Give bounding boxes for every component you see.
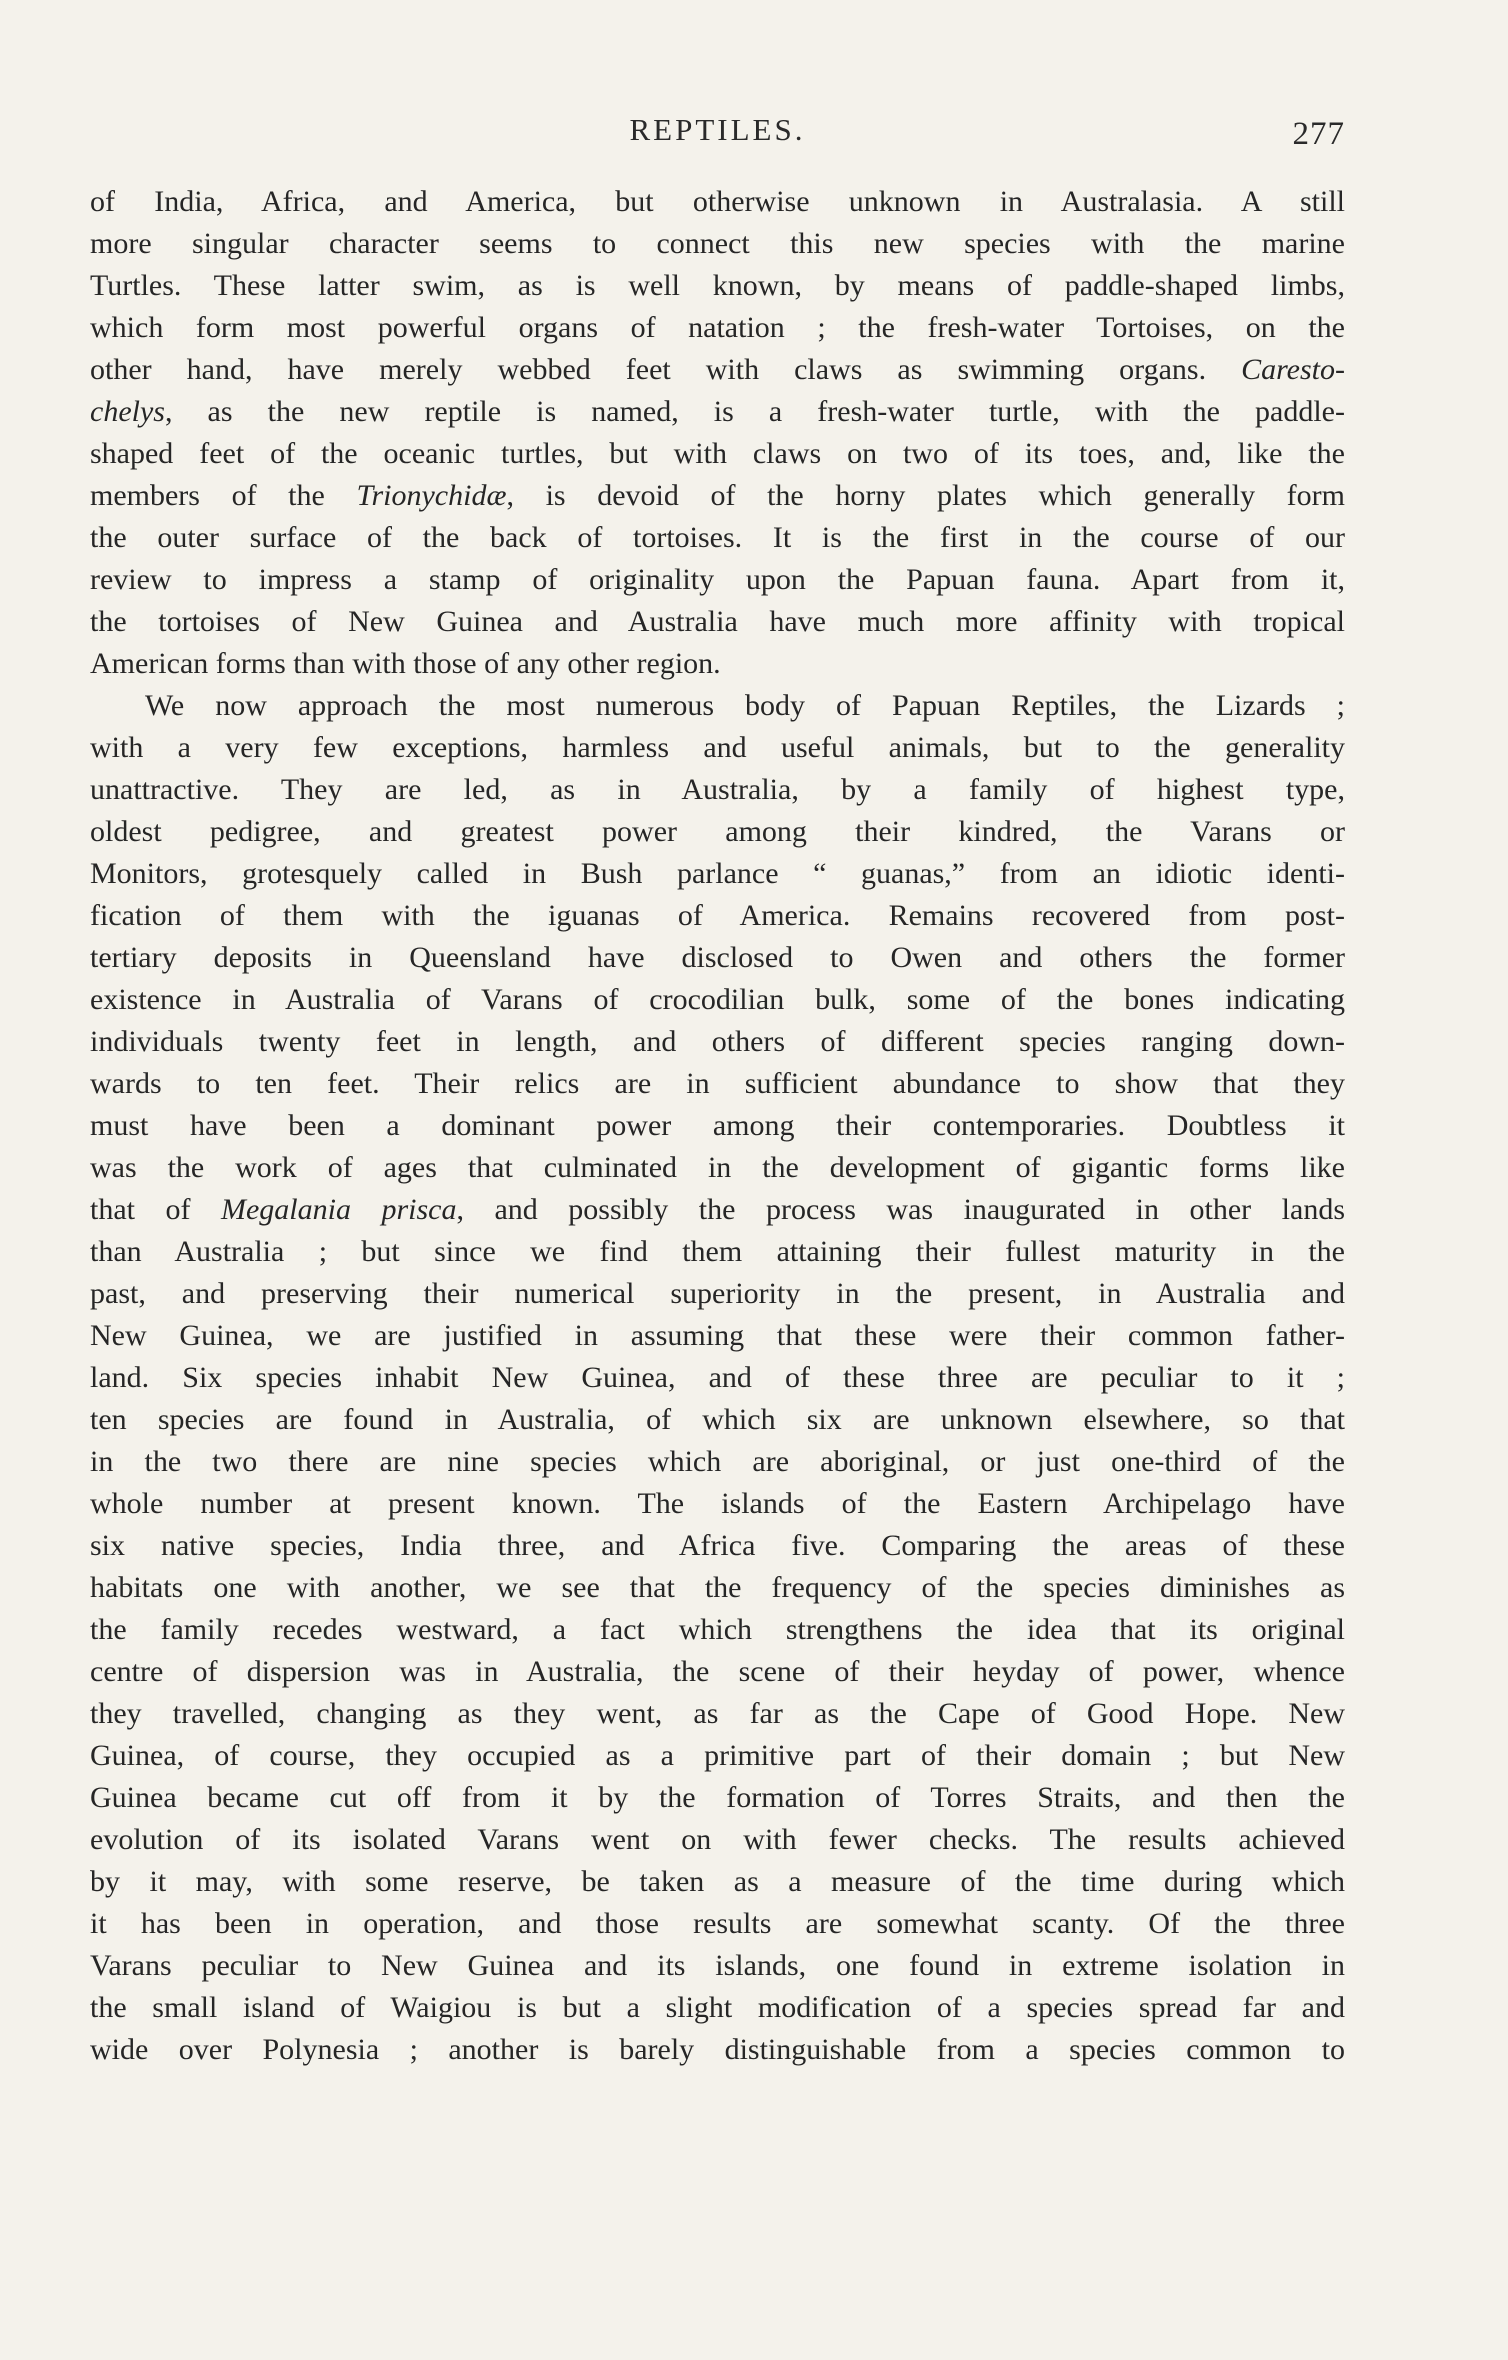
- text-line: [90, 1525, 1345, 1567]
- text-run: past, and preserving their numerical superiority in the present, in Australia and: [90, 1277, 1345, 1310]
- text-run: centre of dispersion was in Australia, the scene of their heyday of power, whence: [90, 1655, 1345, 1688]
- text-run: evolution of its isolated Varans went on with fewer checks. The results achieved: [90, 1823, 1345, 1856]
- text-run: of India, Africa, and America, but otherwise unknown in Australasia. A still: [90, 185, 1345, 218]
- italic-term: Trionychidæ: [356, 479, 507, 512]
- text-run: the family recedes westward, a fact which strengthens the idea that its original: [90, 1613, 1345, 1646]
- text-line: [90, 1945, 1345, 1987]
- text-line: [90, 1147, 1345, 1189]
- text-line: [90, 1315, 1345, 1357]
- page-number: 277: [1292, 116, 1345, 152]
- text-run: shaped feet of the oceanic turtles, but with claws on two of its toes, and, like the: [90, 437, 1345, 470]
- text-line: [90, 1189, 1345, 1231]
- text-line: [90, 517, 1345, 559]
- italic-term: chelys: [90, 395, 165, 428]
- text-line: [90, 1735, 1345, 1777]
- text-run: members of the: [90, 479, 357, 512]
- text-run: land. Six species inhabit New Guinea, and of these three are peculiar to it ;: [90, 1361, 1345, 1394]
- text-line: [90, 1567, 1345, 1609]
- text-run: individuals twenty feet in length, and others of different species ranging down-: [90, 1025, 1345, 1058]
- text-run: whole number at present known. The islands of the Eastern Archipelago have: [90, 1487, 1345, 1520]
- text-run: Varans peculiar to New Guinea and its islands, one found in extreme isolation in: [90, 1949, 1345, 1982]
- text-line: [90, 1861, 1345, 1903]
- text-line: [90, 895, 1345, 937]
- text-run: more singular character seems to connect this new species with the marine: [90, 227, 1345, 260]
- text-line: [90, 643, 1345, 685]
- text-run: fication of them with the iguanas of America. Remains recovered from post-: [90, 899, 1345, 932]
- text-run: the small island of Waigiou is but a slight modification of a species spread far and: [90, 1991, 1345, 2024]
- text-run: , is devoid of the horny plates which generally form: [506, 479, 1345, 512]
- text-run: Turtles. These latter swim, as is well known, by means of paddle-shaped limbs,: [90, 269, 1345, 302]
- text-run: six native species, India three, and Africa five. Comparing the areas of these: [90, 1529, 1345, 1562]
- text-line: [90, 937, 1345, 979]
- text-run: We now approach the most numerous body of Papuan Reptiles, the Lizards ;: [145, 689, 1345, 722]
- text-run: Guinea, of course, they occupied as a primitive part of their domain ; but New: [90, 1739, 1345, 1772]
- text-line: [90, 1777, 1345, 1819]
- text-line: [90, 1063, 1345, 1105]
- text-run: they travelled, changing as they went, as far as the Cape of Good Hope. New: [90, 1697, 1345, 1730]
- text-line: [90, 1609, 1345, 1651]
- text-line: [90, 1231, 1345, 1273]
- text-line: [90, 1483, 1345, 1525]
- text-run: oldest pedigree, and greatest power among their kindred, the Varans or: [90, 815, 1345, 848]
- text-line: [90, 1441, 1345, 1483]
- text-run: with a very few exceptions, harmless and useful animals, but to the generality: [90, 731, 1345, 764]
- text-run: in the two there are nine species which are aboriginal, or just one-third of the: [90, 1445, 1345, 1478]
- text-line: [90, 181, 1345, 223]
- text-run: existence in Australia of Varans of crocodilian bulk, some of the bones indicating: [90, 983, 1345, 1016]
- body-text: [90, 181, 1345, 2071]
- text-line: [90, 1651, 1345, 1693]
- text-run: Monitors, grotesquely called in Bush parlance “ guanas,” from an idiotic identi-: [90, 857, 1345, 890]
- text-line: [90, 1693, 1345, 1735]
- text-run: New Guinea, we are justified in assuming that these were their common father-: [90, 1319, 1345, 1352]
- text-run: American forms than with those of any other region.: [90, 647, 721, 680]
- text-line: [90, 307, 1345, 349]
- text-line: [90, 1105, 1345, 1147]
- text-line: [90, 1987, 1345, 2029]
- text-line: [90, 1021, 1345, 1063]
- text-line: [90, 1819, 1345, 1861]
- text-run: unattractive. They are led, as in Australia, by a family of highest type,: [90, 773, 1345, 806]
- text-run: review to impress a stamp of originality upon the Papuan fauna. Apart from it,: [90, 563, 1345, 596]
- text-run: habitats one with another, we see that the frequency of the species diminishes as: [90, 1571, 1345, 1604]
- text-line: [90, 2029, 1345, 2071]
- text-line: [90, 391, 1345, 433]
- text-line: [90, 433, 1345, 475]
- text-line: [90, 601, 1345, 643]
- text-line: [90, 1357, 1345, 1399]
- text-run: the outer surface of the back of tortoises. It is the first in the course of our: [90, 521, 1345, 554]
- text-run: ten species are found in Australia, of which six are unknown elsewhere, so that: [90, 1403, 1345, 1436]
- text-run: the tortoises of New Guinea and Australia have much more affinity with tropical: [90, 605, 1345, 638]
- text-run: must have been a dominant power among their contemporaries. Doubtless it: [90, 1109, 1345, 1142]
- text-run: , as the new reptile is named, is a fresh-water turtle, with the paddle-: [164, 395, 1345, 428]
- text-line: [90, 559, 1345, 601]
- text-run: Guinea became cut off from it by the formation of Torres Straits, and then the: [90, 1781, 1345, 1814]
- text-line: [90, 979, 1345, 1021]
- italic-term: Caresto-: [1241, 353, 1345, 386]
- text-line: [90, 265, 1345, 307]
- text-line: [90, 1273, 1345, 1315]
- text-line: [90, 853, 1345, 895]
- italic-term: Megalania prisca: [220, 1193, 457, 1226]
- text-run: wards to ten feet. Their relics are in sufficient abundance to show that they: [90, 1067, 1345, 1100]
- text-line: [90, 811, 1345, 853]
- text-run: by it may, with some reserve, be taken as a measure of the time during which: [90, 1865, 1345, 1898]
- text-line: [90, 475, 1345, 517]
- text-line: [90, 223, 1345, 265]
- running-title: REPTILES.: [629, 112, 806, 147]
- text-line: [90, 769, 1345, 811]
- text-run: it has been in operation, and those results are somewhat scanty. Of the three: [90, 1907, 1345, 1940]
- text-run: was the work of ages that culminated in the development of gigantic forms like: [90, 1151, 1345, 1184]
- text-run: other hand, have merely webbed feet with claws as swimming organs.: [90, 353, 1242, 386]
- text-run: that of: [90, 1193, 221, 1226]
- text-run: than Australia ; but since we find them attaining their fullest maturity in the: [90, 1235, 1345, 1268]
- text-run: wide over Polynesia ; another is barely distinguishable from a species common to: [90, 2033, 1345, 2066]
- text-line: [90, 1903, 1345, 1945]
- text-line: [90, 685, 1345, 727]
- text-run: tertiary deposits in Queensland have disclosed to Owen and others the former: [90, 941, 1345, 974]
- text-line: [90, 727, 1345, 769]
- text-line: [90, 1399, 1345, 1441]
- text-line: [90, 349, 1345, 391]
- text-run: , and possibly the process was inaugurated in other lands: [456, 1193, 1345, 1226]
- text-run: which form most powerful organs of natation ; the fresh-water Tortoises, on the: [90, 311, 1345, 344]
- running-head: [90, 108, 1345, 152]
